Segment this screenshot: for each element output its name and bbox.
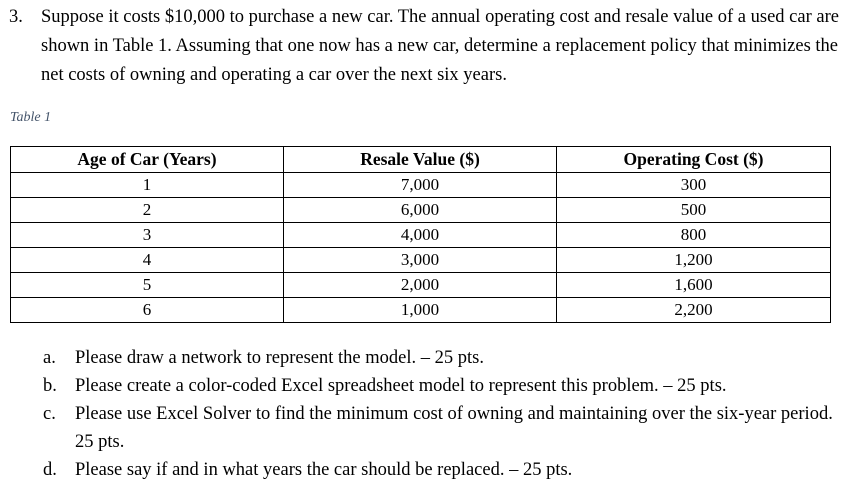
problem-number: 3. [9,7,23,27]
cell-operating-cost: 500 [557,198,831,223]
problem-text: Suppose it costs $10,000 to purchase a new car. The annual operating cost and resale value of a used car are shown in Table 1. Assuming that one now has a new car, determine a replacement policy that minimizes the net costs of owning and operating a car over the next six years. [41,7,839,85]
header-resale-value: Resale Value ($) [284,147,557,173]
question-text: Please create a color-coded Excel spreadsheet model to represent this problem. – 25 pts. [75,376,727,396]
question-text: Please use Excel Solver to find the minimum cost of owning and maintaining over the six-year period. 25 pts. [75,404,833,452]
data-table-container [10,146,830,323]
table-row [11,173,831,198]
question-text: Please draw a network to represent the model. – 25 pts. [75,348,484,368]
cell-resale-value: 6,000 [284,198,557,223]
cell-operating-cost: 300 [557,173,831,198]
question-list [43,344,833,484]
cell-age: 5 [11,273,284,298]
problem-statement [9,3,854,90]
cell-resale-value: 3,000 [284,248,557,273]
cell-age: 3 [11,223,284,248]
question-item [43,344,833,372]
table-row [11,198,831,223]
cell-operating-cost: 800 [557,223,831,248]
table-row [11,273,831,298]
question-letter: d. [43,460,57,480]
question-letter: c. [43,404,56,424]
question-letter: b. [43,376,57,396]
question-item [43,372,833,400]
table-row [11,248,831,273]
table-caption: Table 1 [10,110,52,125]
cell-age: 6 [11,298,284,323]
header-age: Age of Car (Years) [11,147,284,173]
question-text: Please say if and in what years the car should be replaced. – 25 pts. [75,460,573,480]
header-operating-cost: Operating Cost ($) [557,147,831,173]
cell-age: 2 [11,198,284,223]
cell-operating-cost: 1,600 [557,273,831,298]
cell-operating-cost: 1,200 [557,248,831,273]
table-header-row [11,147,831,173]
cell-age: 1 [11,173,284,198]
question-letter: a. [43,348,56,368]
cell-age: 4 [11,248,284,273]
cell-resale-value: 4,000 [284,223,557,248]
cell-resale-value: 2,000 [284,273,557,298]
cell-resale-value: 7,000 [284,173,557,198]
cell-operating-cost: 2,200 [557,298,831,323]
cell-resale-value: 1,000 [284,298,557,323]
table-row [11,223,831,248]
table-row [11,298,831,323]
car-replacement-table [10,146,831,323]
question-item [43,400,833,456]
question-item [43,456,833,484]
